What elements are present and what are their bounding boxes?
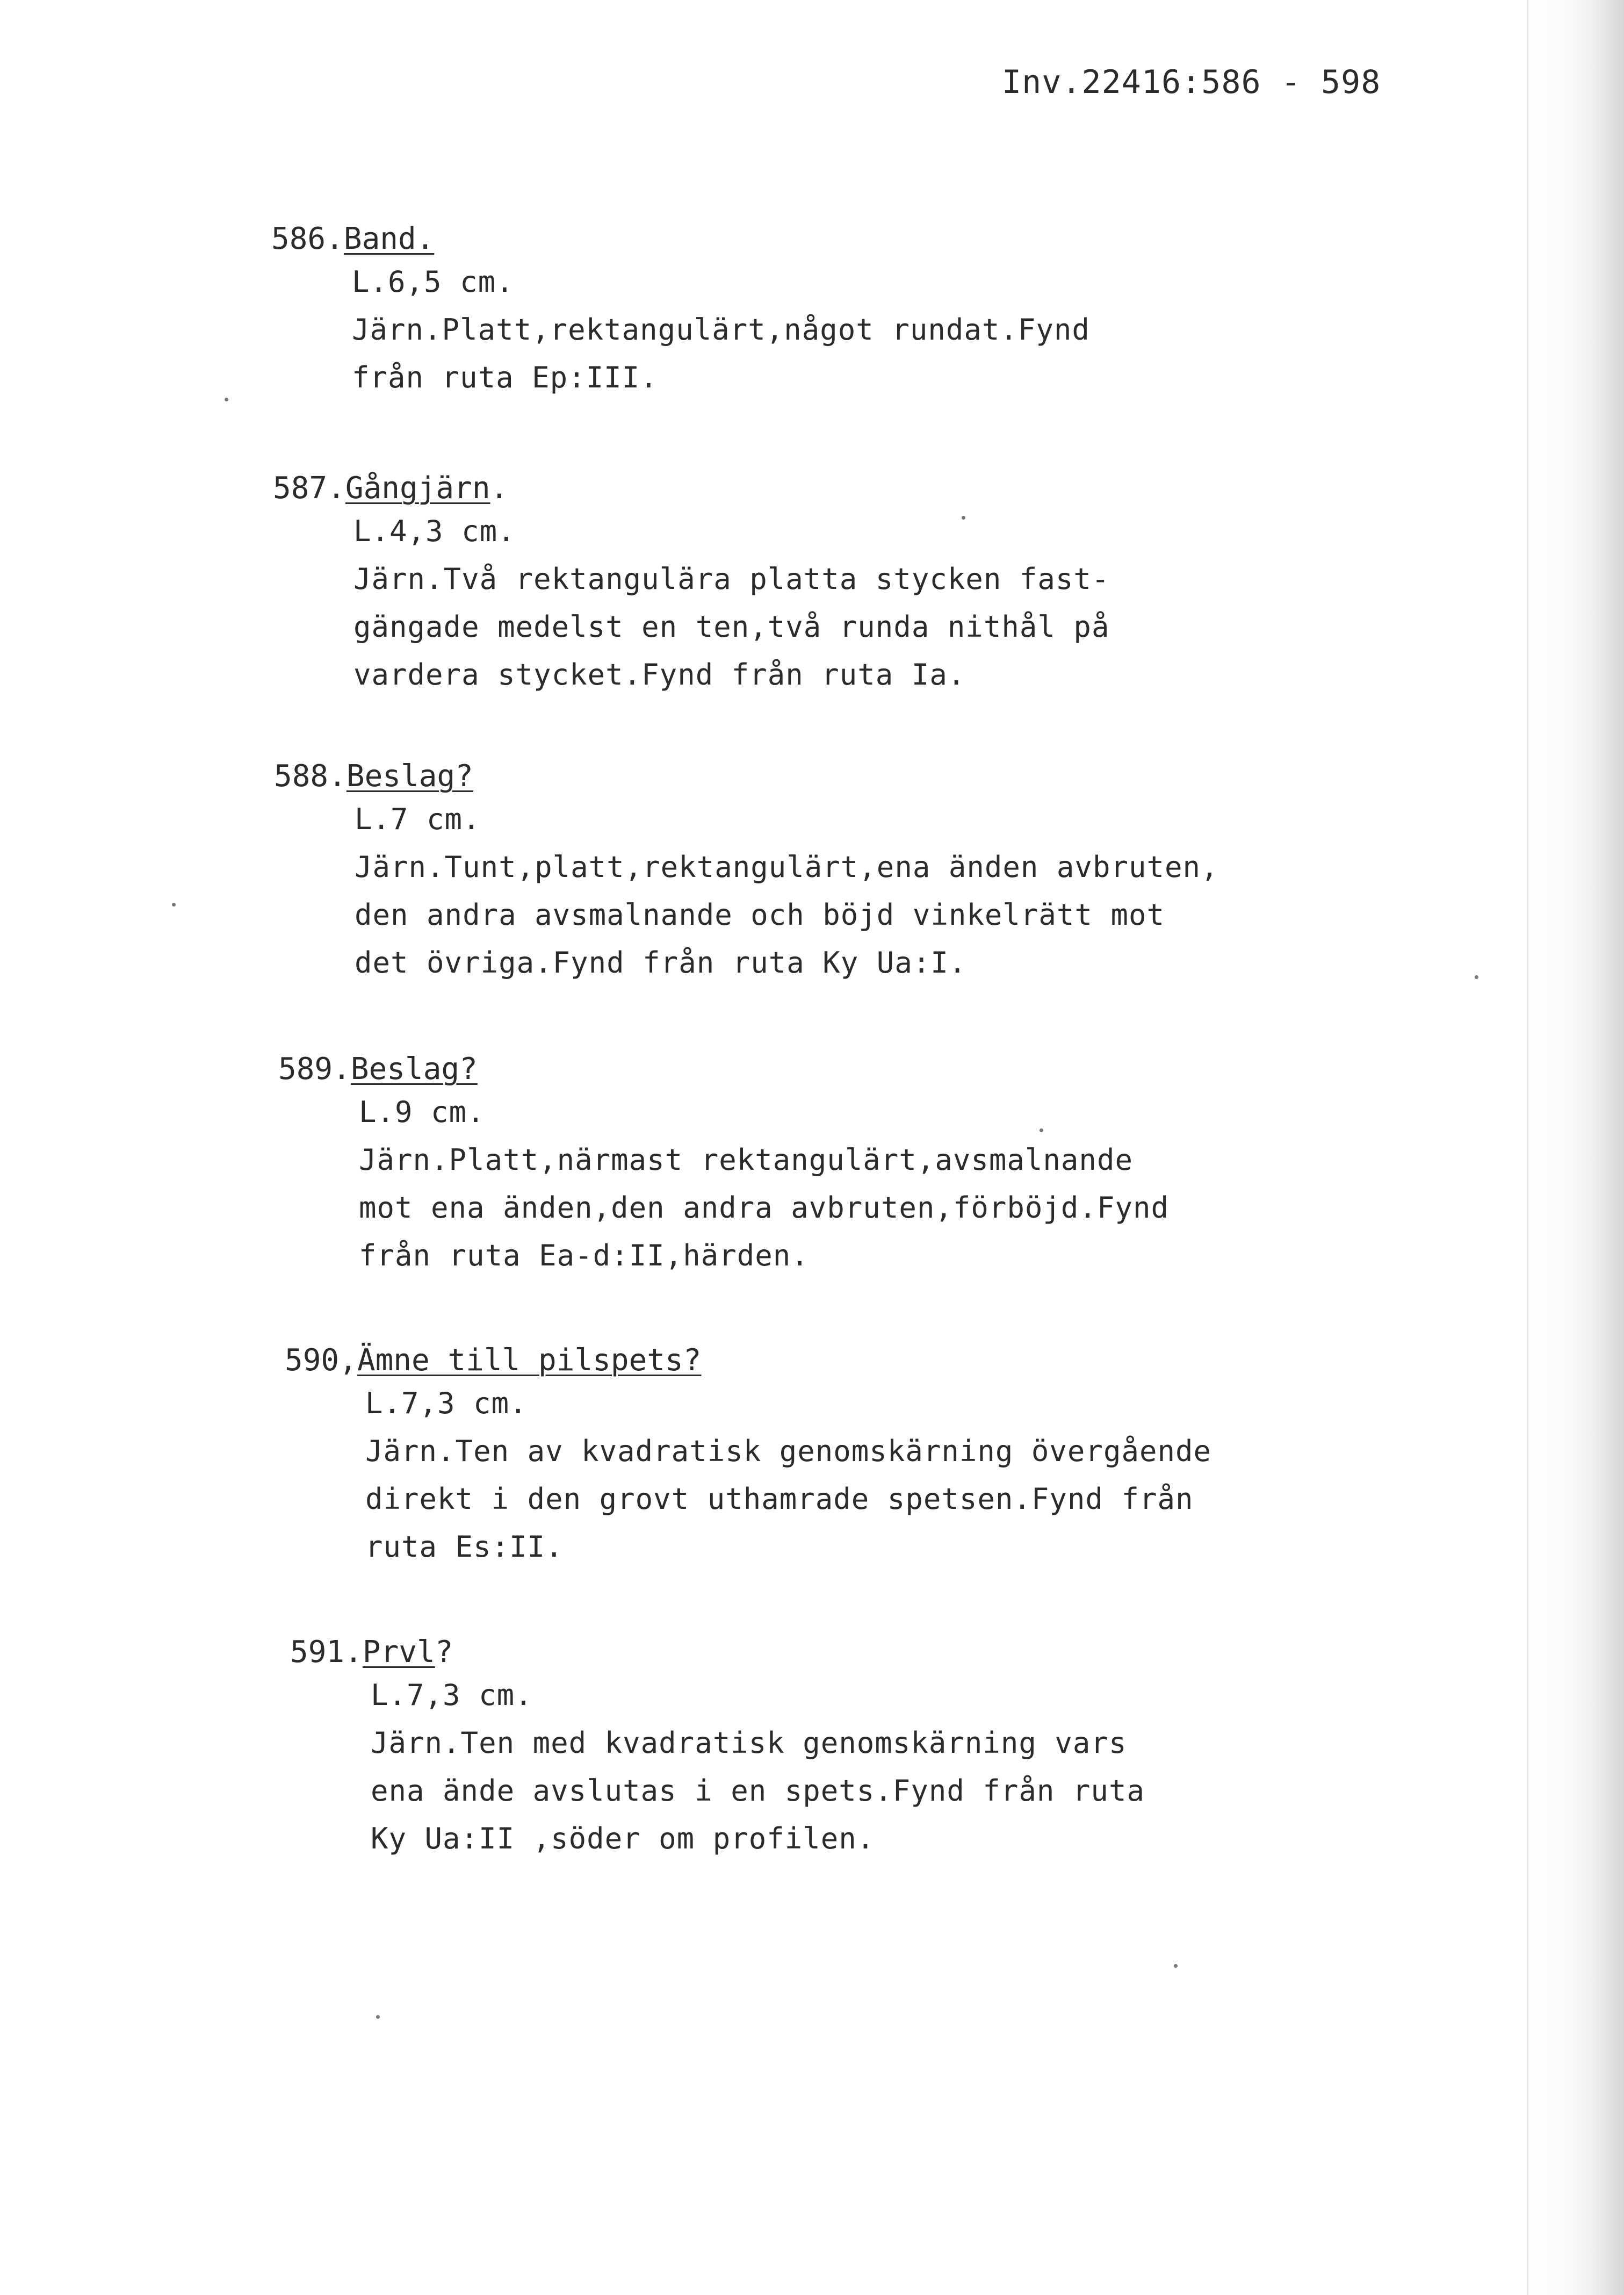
entry-text-line: från ruta Ea-d:II,härden. bbox=[359, 1239, 809, 1272]
entry-length: L.6,5 cm. bbox=[352, 265, 514, 299]
entry-title-row bbox=[278, 1051, 1169, 1088]
entry-title-row bbox=[285, 1342, 1211, 1379]
entry-number: 589. bbox=[278, 1052, 351, 1087]
entry-title-row bbox=[271, 220, 1090, 258]
entry-length: L.7 cm. bbox=[355, 802, 481, 836]
catalog-entry-588 bbox=[274, 758, 1219, 987]
inventory-header: Inv.22416:586 - 598 bbox=[1002, 63, 1381, 101]
entry-title: Beslag? bbox=[350, 1052, 478, 1087]
entry-text-line: ruta Es:II. bbox=[365, 1530, 564, 1564]
catalog-entry-590 bbox=[285, 1342, 1211, 1571]
entry-title-row bbox=[273, 470, 1109, 507]
entry-description bbox=[352, 258, 1090, 401]
scan-speck bbox=[1475, 975, 1478, 979]
scan-speck bbox=[962, 516, 965, 520]
entry-description bbox=[355, 795, 1219, 987]
entry-text-line: Järn.Platt,rektangulärt,något rundat.Fynd bbox=[352, 313, 1090, 347]
entry-length: L.7,3 cm. bbox=[371, 1678, 533, 1712]
entry-text-line: Järn.Ten med kvadratisk genomskärning vars bbox=[371, 1726, 1127, 1760]
entry-text-line: Järn.Tunt,platt,rektangulärt,ena änden avbruten, bbox=[355, 850, 1219, 884]
entry-title-suffix: . bbox=[490, 471, 509, 506]
entry-text-line: Järn.Platt,närmast rektangulärt,avsmalnande bbox=[359, 1143, 1133, 1177]
catalog-entry-586 bbox=[271, 220, 1090, 401]
entry-text-line: Järn.Ten av kvadratisk genomskärning övergående bbox=[365, 1434, 1212, 1468]
page-edge-shadow bbox=[1527, 0, 1624, 2295]
entry-title: Gångjärn bbox=[345, 471, 490, 506]
scan-speck bbox=[376, 2015, 380, 2019]
catalog-entry-587 bbox=[273, 470, 1109, 699]
entry-title-suffix: ? bbox=[435, 1635, 453, 1670]
entry-title-row bbox=[274, 758, 1219, 795]
entry-description bbox=[371, 1671, 1145, 1862]
entry-text-line: direkt i den grovt uthamrade spetsen.Fynd från bbox=[365, 1482, 1194, 1516]
entry-text-line: mot ena änden,den andra avbruten,förböjd.Fynd bbox=[359, 1191, 1169, 1225]
entry-number: 588. bbox=[274, 759, 347, 794]
scan-speck bbox=[172, 903, 176, 907]
entry-length: L.4,3 cm. bbox=[353, 514, 516, 548]
entry-title: Band. bbox=[343, 221, 435, 256]
entry-number: 591. bbox=[290, 1635, 363, 1670]
catalog-entry-589 bbox=[278, 1051, 1169, 1279]
entry-text-line: den andra avsmalnande och böjd vinkelrätt mot bbox=[355, 898, 1165, 932]
scan-speck bbox=[225, 398, 228, 401]
entry-title: Beslag? bbox=[346, 759, 473, 794]
entry-text-line: vardera stycket.Fynd från ruta Ia. bbox=[353, 658, 966, 692]
entry-description bbox=[359, 1088, 1169, 1279]
page-edge-line bbox=[1527, 0, 1528, 2295]
scan-speck bbox=[1174, 1964, 1178, 1968]
scan-speck bbox=[1040, 1128, 1043, 1132]
catalog-entry-591 bbox=[290, 1634, 1145, 1862]
entry-number: 587. bbox=[273, 471, 345, 506]
entry-text-line: från ruta Ep:III. bbox=[352, 361, 658, 394]
entry-text-line: Järn.Två rektangulära platta stycken fast- bbox=[353, 562, 1110, 596]
entry-text-line: Ky Ua:II ,söder om profilen. bbox=[371, 1822, 875, 1855]
entry-text-line: det övriga.Fynd från ruta Ky Ua:I. bbox=[355, 946, 967, 980]
entry-length: L.7,3 cm. bbox=[365, 1386, 528, 1420]
entry-title-row bbox=[290, 1634, 1145, 1671]
entry-description bbox=[353, 507, 1109, 699]
entry-number: 586. bbox=[271, 221, 344, 256]
entry-text-line: gängade medelst en ten,två runda nithål på bbox=[353, 610, 1110, 644]
entry-description bbox=[365, 1379, 1211, 1571]
entry-length: L.9 cm. bbox=[359, 1095, 485, 1129]
entry-title: Prvl bbox=[362, 1635, 435, 1670]
entry-text-line: ena ände avslutas i en spets.Fynd från ruta bbox=[371, 1774, 1145, 1808]
entry-number: 590, bbox=[285, 1343, 357, 1378]
entry-title: Ämne till pilspets? bbox=[357, 1343, 702, 1378]
